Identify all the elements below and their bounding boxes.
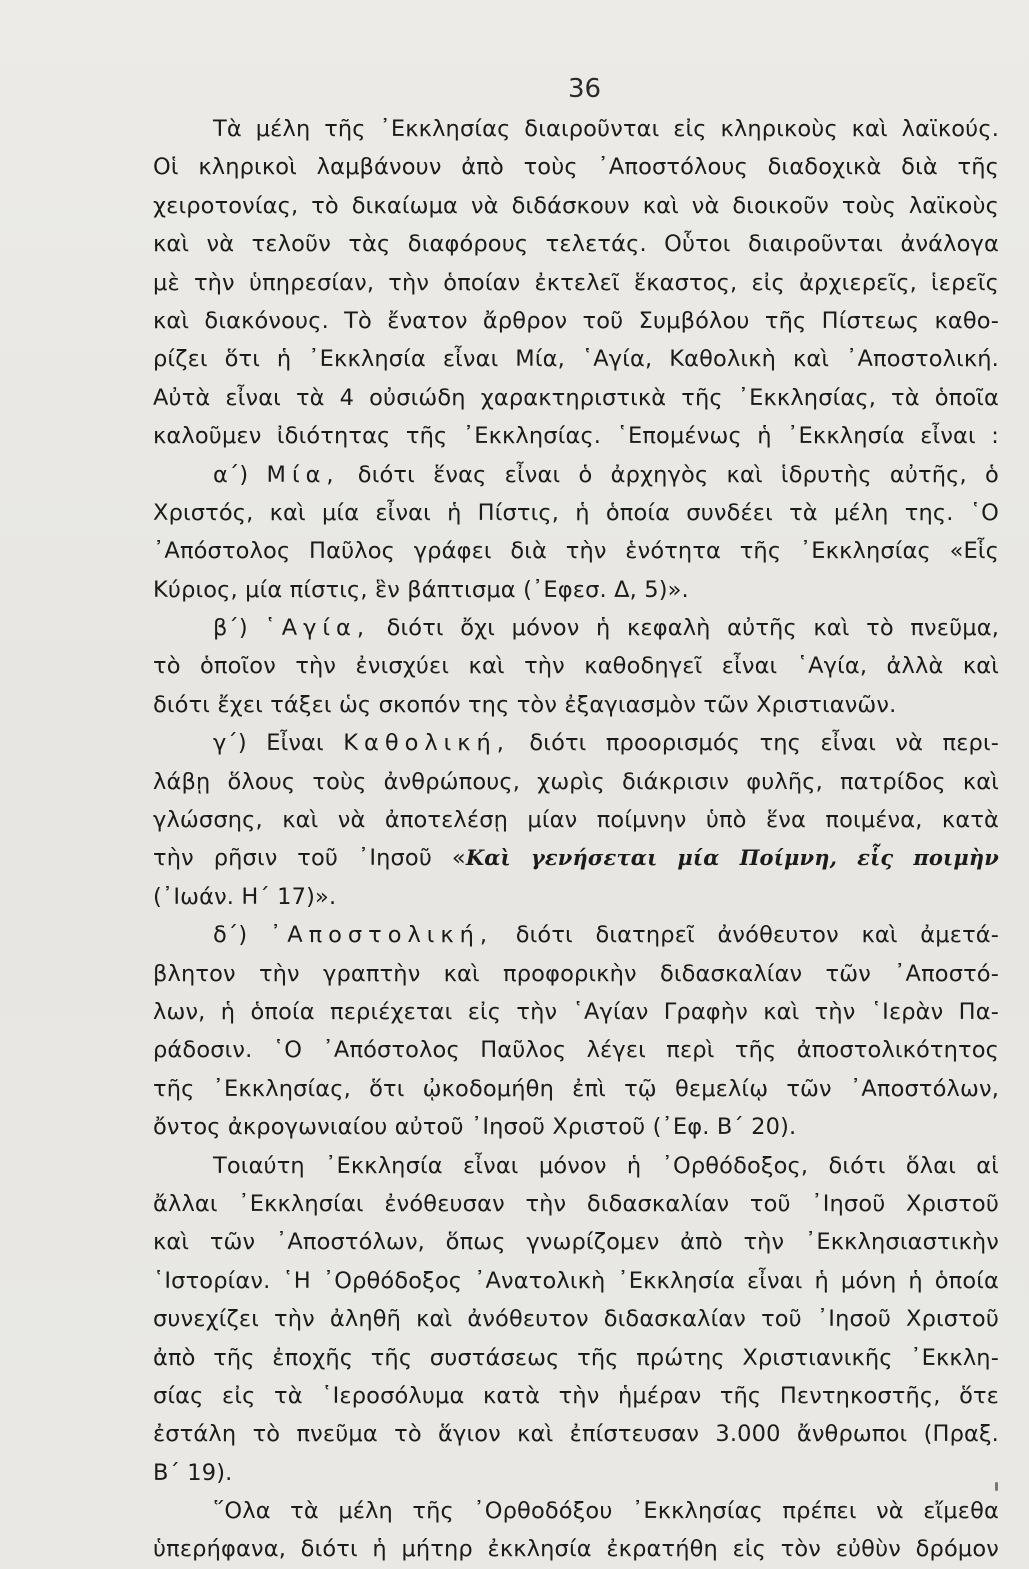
body-text (153, 110, 999, 1569)
text-line (153, 647, 999, 685)
text-run: διότι ἕνας εἶναι ὁ ἀρχηγὸς καὶ ἱδρυτὴς αὐτῆς, ὁ (339, 461, 999, 488)
text-run: καλοῦμεν ἰδιότητας τῆς ᾿Εκκλησίας. ῾Επομένως ἡ ᾿Εκκλησία εἶναι : (153, 423, 999, 450)
text-line (153, 494, 999, 532)
text-run: βλητον τὴν γραπτὴν καὶ προφορικὴν διδασκαλίαν τῶν ᾿Αποστό- (153, 960, 999, 987)
text-run: συνεχίζει τὴν ἀληθῆ καὶ ἀνόθευτον διδασκαλίαν τοῦ ᾿Ιησοῦ Χριστοῦ (153, 1306, 999, 1333)
page-number: 36 (568, 74, 602, 104)
text-run: Τὰ μέλη τῆς ᾿Εκκλησίας διαιροῦνται εἰς κληρικοὺς καὶ λαϊκούς. (213, 116, 999, 142)
text-run: Β΄ 19). (153, 1459, 233, 1486)
text-run: β΄) (213, 615, 265, 642)
text-run: μὲ τὴν ὑπηρεσίαν, τὴν ὁποίαν ἐκτελεῖ ἕκαστος, εἰς ἀρχιερεῖς, ἱερεῖς (153, 269, 999, 296)
text-run: Αὐτὰ εἶναι τὰ 4 οὐσιώδη χαρακτηριστικὰ τῆς ᾿Εκκλησίας, τὰ ὁποῖα (153, 384, 999, 411)
text-line (153, 187, 999, 225)
text-run: ῾Ιστορίαν. ῾Η ᾿Ορθόδοξος ᾿Ανατολικὴ ᾿Εκκλησία εἶναι ἡ μόνη ἡ ὁποία (153, 1267, 999, 1294)
text-run: ράδοσιν. ῾Ο ᾿Απόστολος Παῦλος λέγει περὶ τῆς ἀποστολικότητος (153, 1037, 999, 1064)
text-run: γ΄) Εἶναι (213, 730, 344, 757)
emphasized-term: Μία, (266, 461, 340, 488)
text-run: διότι προορισμός της εἶναι νὰ περι- (509, 730, 1000, 757)
text-run: (᾿Ιωάν. Η΄ 17)». (153, 883, 337, 910)
text-line (153, 264, 999, 302)
text-line (153, 340, 999, 378)
text-line (153, 1147, 999, 1185)
text-run: καὶ τῶν ᾿Αποστόλων, ὅπως γνωρίζομεν ἀπὸ τὴν ᾿Εκκλησιαστικὴν (153, 1229, 999, 1256)
text-run: γλώσσης, καὶ νὰ ἀποτελέσῃ μίαν ποίμνην ὑπὸ ἕνα ποιμένα, κατὰ (153, 807, 999, 834)
text-line (153, 379, 999, 417)
text-line (153, 456, 999, 494)
text-run: καὶ νὰ τελοῦν τὰς διαφόρους τελετάς. Οὗτοι διαιροῦνται ἀνάλογα (153, 231, 999, 258)
text-run: καὶ διακόνους. Τὸ ἔνατον ἄρθρον τοῦ Συμβόλου τῆς Πίστεως καθο- (153, 307, 999, 334)
scan-mark (995, 1482, 998, 1491)
text-run: ὄντος ἀκρογωνιαίου αὐτοῦ ᾿Ιησοῦ Χριστοῦ (᾿Εφ. Β΄ 20). (153, 1114, 797, 1141)
text-line (153, 1454, 999, 1492)
text-run: ἄλλαι ᾿Εκκλησίαι ἐνόθευσαν τὴν διδασκαλίαν τοῦ ᾿Ιησοῦ Χριστοῦ (153, 1190, 999, 1217)
text-run: α΄) (213, 461, 267, 488)
text-line (153, 1415, 999, 1453)
text-run: τὸ ὁποῖον τὴν ἐνισχύει καὶ τὴν καθοδηγεῖ εἶναι ῾Αγία, ἀλλὰ καὶ (153, 653, 999, 680)
text-line (153, 1031, 999, 1069)
text-run: διότι διατηρεῖ ἀνόθευτον καὶ ἀμετά- (493, 922, 1000, 949)
text-line (153, 1262, 999, 1300)
text-run: Χριστός, καὶ μία εἶναι ἡ Πίστις, ἡ ὁποία συνδέει τὰ μέλη της. ῾Ο (153, 499, 999, 526)
text-run: ἐστάλη τὸ πνεῦμα τὸ ἅγιον καὶ ἐπίστευσαν 3.000 ἄνθρωποι (Πραξ. (153, 1421, 999, 1448)
text-line (153, 609, 999, 647)
text-line (153, 110, 999, 148)
text-run: διότι ἔχει τάξει ὡς σκοπόν της τὸν ἐξαγιασμὸν τῶν Χριστιανῶν. (153, 691, 897, 718)
text-run: χειροτονίας, τὸ δικαίωμα νὰ διδάσκουν καὶ νὰ διοικοῦν τοὺς λαϊκοὺς (153, 192, 999, 219)
text-line (153, 417, 999, 455)
text-run: σίας εἰς τὰ ῾Ιεροσόλυμα κατὰ τὴν ἡμέραν τῆς Πεντηκοστῆς, ὅτε (153, 1382, 999, 1409)
text-line (153, 1108, 999, 1146)
quoted-scripture: Καὶ γενήσεται μία Ποίμνη, εἷς ποιμὴν (465, 845, 999, 871)
text-line (153, 148, 999, 186)
text-run: δ΄) (213, 922, 270, 949)
emphasized-term: ῾Αγία, (264, 615, 370, 642)
text-line (153, 302, 999, 340)
text-run: λάβῃ ὅλους τοὺς ἀνθρώπους, χωρὶς διάκρισιν φυλῆς, πατρίδος καὶ (153, 768, 999, 795)
text-line (153, 839, 999, 877)
text-run: ἀπὸ τῆς ἐποχῆς τῆς συστάσεως τῆς πρώτης Χριστιανικῆς ᾿Εκκλη- (153, 1344, 999, 1371)
text-run: ᾿Απόστολος Παῦλος γράφει διὰ τὴν ἑνότητα τῆς ᾿Εκκλησίας «Εἷς (153, 538, 999, 565)
text-line (153, 801, 999, 839)
text-run: τὴν ρῆσιν τοῦ ᾿Ιησοῦ « (153, 845, 466, 872)
text-line (153, 225, 999, 263)
text-run: λων, ἡ ὁποία περιέχεται εἰς τὴν ῾Αγίαν Γραφὴν καὶ τὴν ῾Ιερὰν Πα- (153, 998, 999, 1025)
text-run: τῆς ᾿Εκκλησίας, ὅτι ᾠκοδομήθη ἐπὶ τῷ θεμελίῳ τῶν ᾿Αποστόλων, (153, 1075, 999, 1102)
text-run: διότι ὄχι μόνον ἡ κεφαλὴ αὐτῆς καὶ τὸ πνεῦμα, (370, 615, 999, 642)
text-run: Οἱ κληρικοὶ λαμβάνουν ἀπὸ τοὺς ᾿Αποστόλους διαδοχικὰ διὰ τῆς (153, 154, 999, 181)
text-line (153, 878, 999, 916)
text-line (153, 532, 999, 570)
text-run: Τοιαύτη ᾿Εκκλησία εἶναι μόνον ἡ ᾿Ορθόδοξος, διότι ὅλαι αἱ (213, 1152, 999, 1179)
text-line (153, 763, 999, 801)
text-line (153, 686, 999, 724)
text-run: ὑπερήφανα, διότι ἡ μήτηρ ἐκκλησία ἐκρατήθη εἰς τὸν εὐθὺν δρόμον (153, 1536, 999, 1563)
emphasized-term: Καθολική, (343, 730, 510, 757)
text-line (153, 571, 999, 609)
text-line (153, 1223, 999, 1261)
text-line (153, 1070, 999, 1108)
text-line (153, 955, 999, 993)
text-line (153, 1492, 999, 1530)
text-line (153, 1339, 999, 1377)
text-run: ῞Ολα τὰ μέλη τῆς ᾿Ορθοδόξου ᾿Εκκλησίας πρέπει νὰ εἴμεθα (213, 1498, 999, 1525)
text-run: ρίζει ὅτι ἡ ᾿Εκκλησία εἶναι Μία, ῾Αγία, Καθολικὴ καὶ ᾿Αποστολική. (153, 346, 999, 373)
text-line (153, 916, 999, 954)
text-line (153, 1530, 999, 1568)
text-line (153, 1185, 999, 1223)
text-line (153, 1377, 999, 1415)
text-line (153, 993, 999, 1031)
text-line (153, 724, 999, 762)
text-run: Κύριος, μία πίστις, ἓν βάπτισμα (᾿Εφεσ. Δ, 5)». (153, 576, 689, 603)
text-line (153, 1300, 999, 1338)
emphasized-term: ᾿Αποστολική, (269, 922, 494, 949)
